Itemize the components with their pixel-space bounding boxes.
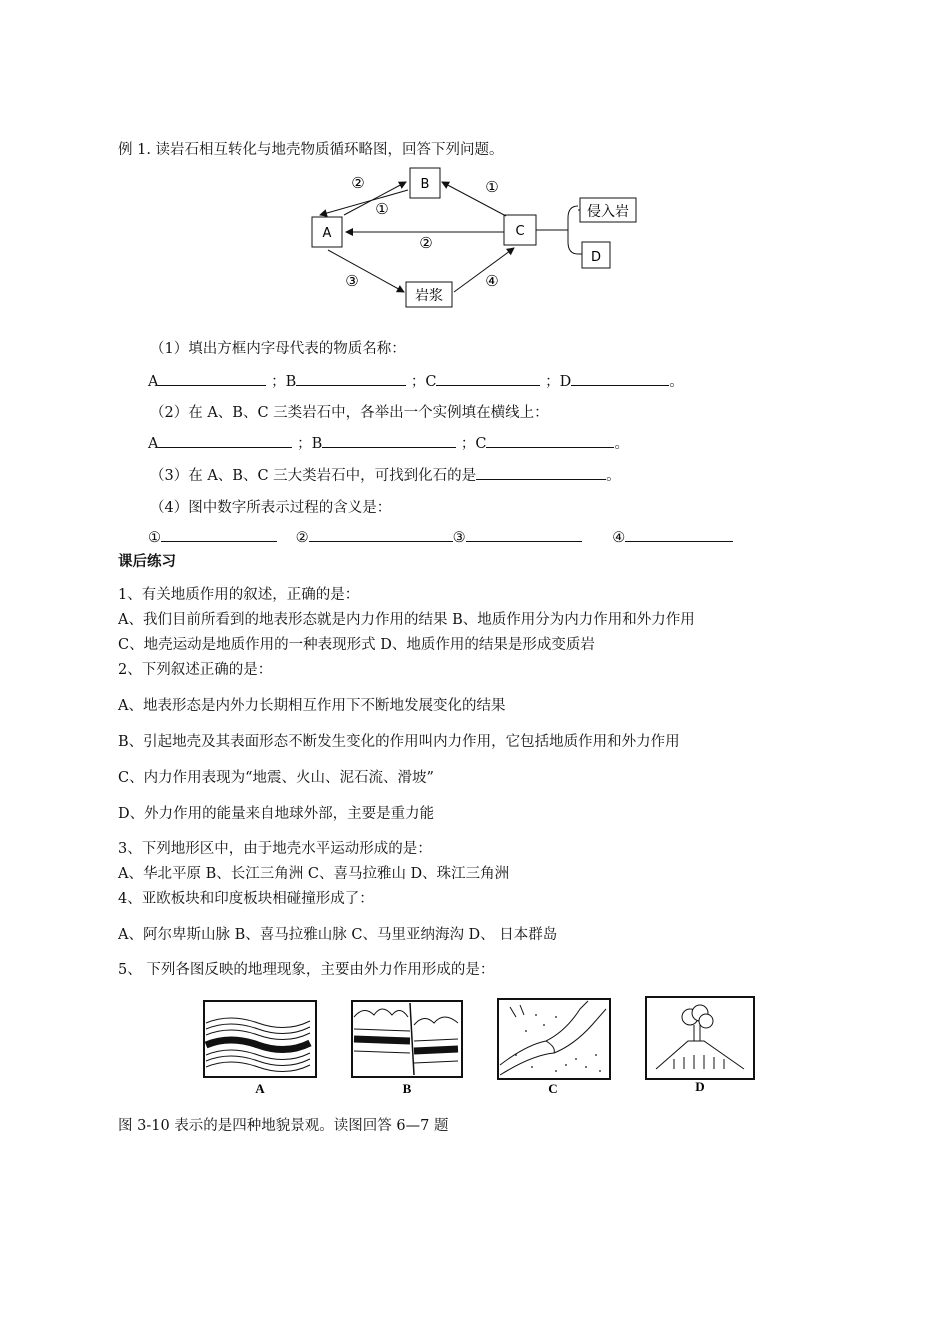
arrow-magma-to-c [454, 248, 514, 292]
blank-q4-1[interactable] [161, 527, 277, 542]
practice-q2-option-d: D、外力作用的能量来自地球外部，主要是重力能 [118, 806, 435, 822]
label-n1-right: ① [485, 178, 499, 196]
figure-c-label: C [548, 1081, 558, 1096]
example-q1-answers: A ；B ；C ；D 。 [148, 370, 684, 391]
arrow-a-to-magma [328, 250, 404, 292]
figure-c-delta [498, 999, 610, 1096]
intrusive-label: 侵入岩 [587, 204, 629, 220]
figure-b-label: B [402, 1081, 412, 1096]
blank-q4-4[interactable] [625, 527, 733, 542]
label-n3: ③ [345, 272, 359, 290]
example-q1: （1）填出方框内字母代表的物质名称： [150, 341, 406, 357]
blank-q3[interactable] [476, 465, 606, 480]
example-title: 例 1. 读岩石相互转化与地壳物质循环略图，回答下列问题。 [118, 142, 504, 158]
label-n1-left: ① [375, 200, 389, 218]
label-n2-top: ② [351, 174, 365, 192]
blank-q1-c[interactable] [436, 371, 540, 386]
blank-q2-b[interactable] [322, 433, 456, 448]
blank-q2-a[interactable] [158, 433, 292, 448]
figure-a-folds [204, 1001, 316, 1096]
box-c-label: C [515, 224, 525, 239]
magma-label: 岩浆 [415, 288, 443, 304]
practice-q1-options-2: C、地壳运动是地质作用的一种表现形式 D、地质作用的结果是形成变质岩 [118, 637, 595, 653]
example-q2: （2）在 A、B、C 三类岩石中，各举出一个实例填在横线上： [150, 405, 549, 421]
practice-q2-stem: 2、下列叙述正确的是： [118, 662, 273, 678]
figure-b-fault [352, 1001, 462, 1096]
practice-q4-stem: 4、亚欧板块和印度板块相碰撞形成了： [118, 891, 374, 907]
practice-q2-option-b: B、引起地壳及其表面形态不断发生变化的作用叫内力作用，它包括地质作用和外力作用 [118, 734, 680, 750]
figure-d-volcano [646, 997, 754, 1094]
blank-q4-2[interactable] [309, 527, 453, 542]
example-q2-answers: A ；B ；C 。 [148, 432, 629, 453]
practice-heading: 课后练习 [118, 554, 176, 570]
blank-q1-d[interactable] [571, 371, 669, 386]
blank-q4-3[interactable] [466, 527, 582, 542]
example-q4: （4）图中数字所表示过程的含义是： [150, 500, 392, 516]
practice-q1-options-1: A、我们目前所看到的地表形态就是内力作用的结果 B、地质作用分为内力作用和外力作用 [118, 612, 695, 628]
figure-a-label: A [255, 1081, 265, 1096]
blank-q1-a[interactable] [158, 371, 266, 386]
practice-q3-options: A、华北平原 B、长江三角洲 C、喜马拉雅山 D、珠江三角洲 [118, 866, 510, 882]
q6-intro: 图 3-10 表示的是四种地貌景观。读图回答 6—7 题 [118, 1118, 449, 1134]
practice-q4-options: A、阿尔卑斯山脉 B、喜马拉雅山脉 C、马里亚纳海沟 D、 日本群岛 [118, 927, 558, 943]
rock-cycle-diagram [300, 162, 650, 310]
practice-q2-option-c: C、内力作用表现为“地震、火山、泥石流、滑坡” [118, 770, 434, 786]
arrow-b-to-a [320, 190, 408, 215]
label-n4: ④ [485, 272, 499, 290]
example-q4-answers: ① ② ③ ④ [148, 527, 733, 546]
practice-q3-stem: 3、下列地形区中，由于地壳水平运动形成的是： [118, 841, 432, 857]
label-n2-middle: ② [419, 234, 433, 252]
practice-q1-stem: 1、有关地质作用的叙述，正确的是： [118, 587, 360, 603]
blank-q2-c[interactable] [486, 433, 614, 448]
practice-q5-stem: 5、 下列各图反映的地理现象，主要由外力作用形成的是： [118, 962, 495, 978]
landform-figures [200, 995, 760, 1100]
practice-q2-option-a: A、地表形态是内外力长期相互作用下不断地发展变化的结果 [118, 698, 506, 714]
box-b-label: B [420, 177, 430, 192]
blank-q1-b[interactable] [296, 371, 406, 386]
figure-d-label: D [695, 1079, 705, 1094]
example-q3: （3）在 A、B、C 三大类岩石中，可找到化石的是 。 [150, 464, 621, 485]
box-a-label: A [322, 226, 332, 241]
box-d-label: D [590, 250, 602, 265]
